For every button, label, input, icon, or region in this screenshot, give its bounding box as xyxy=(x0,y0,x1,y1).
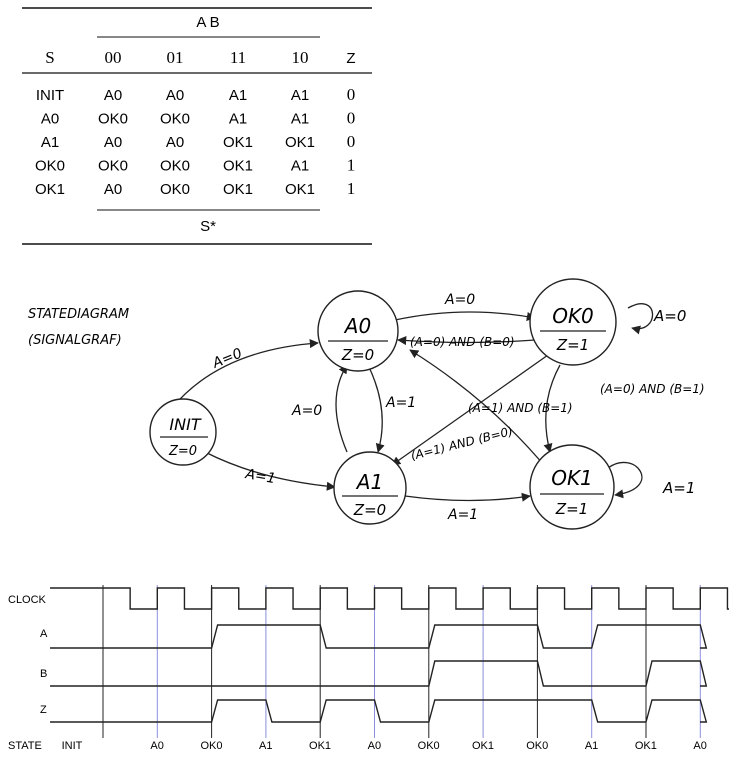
state-diagram xyxy=(28,279,705,529)
state-output: Z=1 xyxy=(555,500,589,518)
state-sequence-label: A1 xyxy=(259,740,273,752)
state-sequence-label: OK0 xyxy=(200,740,223,752)
timing-signal-labels xyxy=(8,594,48,716)
state-name: OK0 xyxy=(552,304,594,328)
a-waveform xyxy=(50,625,706,648)
state-sequence-label: OK0 xyxy=(417,740,440,752)
state-node-ok1 xyxy=(530,445,614,529)
input-column-header: 01 xyxy=(166,48,184,67)
timing-state-sequence xyxy=(8,740,707,752)
table-row xyxy=(41,109,355,128)
edge-a1-ok1 xyxy=(405,496,530,501)
table-row xyxy=(35,156,355,175)
next-state-cell: A1 xyxy=(228,110,248,128)
edge-label: A=0 xyxy=(210,345,245,372)
next-state-cell: A0 xyxy=(165,134,185,151)
edge-label: A=0 xyxy=(445,292,476,308)
edge-label: A=1 xyxy=(663,479,696,497)
state-cell: A1 xyxy=(40,134,60,151)
state-node-init xyxy=(150,399,216,465)
signal-label: A xyxy=(40,628,48,640)
output-cell: 0 xyxy=(346,108,356,128)
state-node-a0 xyxy=(318,291,398,371)
state-sequence-label: OK1 xyxy=(634,740,657,752)
next-state-cell: OK0 xyxy=(159,110,191,128)
output-cell: 0 xyxy=(346,85,356,104)
state-output: Z=0 xyxy=(341,346,375,364)
edge-label: (A=1) AND (B=0) xyxy=(409,424,515,463)
state-name: OK1 xyxy=(551,466,593,490)
table-row xyxy=(35,179,355,198)
edge-ok0-self xyxy=(628,304,653,329)
next-state-cell: A0 xyxy=(165,87,185,104)
state-output: Z=0 xyxy=(168,444,198,459)
edge-a1-a0 xyxy=(336,365,347,452)
state-sequence-label: INIT xyxy=(61,740,83,752)
edge-label: (A=1) AND (B=1) xyxy=(468,401,573,415)
state-cell: INIT xyxy=(35,87,65,104)
edge-label: A=0 xyxy=(654,307,687,325)
table-body xyxy=(35,85,355,198)
signal-label: Z xyxy=(40,704,47,716)
edge-label: A=1 xyxy=(386,395,417,411)
state-sequence-label: OK0 xyxy=(526,740,549,752)
state-sequence-label: A1 xyxy=(584,740,599,752)
state-row-label: STATE xyxy=(8,740,42,752)
edge-label: (A=0) AND (B=0) xyxy=(410,335,515,349)
output-column-header: Z xyxy=(346,50,356,67)
output-cell: 1 xyxy=(346,179,356,198)
state-cell: OK0 xyxy=(34,157,66,175)
edge-label: A=0 xyxy=(292,403,323,419)
next-state-cell: A1 xyxy=(290,87,310,104)
timing-diagram xyxy=(8,585,729,752)
state-output: Z=0 xyxy=(353,501,387,519)
edge-init-a0 xyxy=(172,343,318,408)
next-state-cell: A1 xyxy=(290,157,310,175)
state-output: Z=1 xyxy=(556,336,590,354)
next-state-cell: OK1 xyxy=(222,181,254,198)
next-state-cell: OK1 xyxy=(284,134,316,151)
next-state-cell: A0 xyxy=(103,87,123,104)
edge-label: A=1 xyxy=(448,507,479,523)
state-cell: A0 xyxy=(40,110,60,128)
edge-a0-ok0 xyxy=(395,312,535,320)
next-state-cell: OK1 xyxy=(222,134,254,151)
b-waveform xyxy=(50,661,706,686)
timing-waveforms xyxy=(50,588,729,722)
diagram-title: STATEDIAGRAM xyxy=(28,307,130,322)
edge-a0-a1 xyxy=(368,365,382,452)
state-table xyxy=(22,8,372,244)
next-state-cell: OK0 xyxy=(97,157,129,175)
state-sequence-label: A0 xyxy=(150,740,164,752)
table-row xyxy=(41,132,355,151)
diagram-subtitle: (SIGNALGRAF) xyxy=(28,333,122,348)
state-node-a1 xyxy=(334,452,406,524)
state-name: INIT xyxy=(169,415,201,434)
input-column-header: 11 xyxy=(229,48,247,67)
next-state-cell: OK0 xyxy=(97,110,129,128)
inputs-group-header: A B xyxy=(196,14,220,31)
state-sequence-label: OK1 xyxy=(471,740,494,752)
edge-label: A=1 xyxy=(244,466,277,488)
next-state-cell: OK1 xyxy=(284,181,316,198)
input-column-header: 00 xyxy=(104,48,122,67)
input-column-header: 10 xyxy=(291,48,309,67)
next-state-cell: A1 xyxy=(290,110,310,128)
state-sequence-label: OK1 xyxy=(309,740,332,752)
signal-label: CLOCK xyxy=(8,594,46,606)
next-state-label: S* xyxy=(200,218,216,235)
state-name: A1 xyxy=(356,470,384,494)
next-state-cell: A0 xyxy=(103,134,123,151)
state-cell: OK1 xyxy=(34,181,66,198)
output-cell: 0 xyxy=(346,132,356,151)
state-column-header: S xyxy=(45,48,55,67)
next-state-cell: A0 xyxy=(103,181,123,198)
state-sequence-label: A0 xyxy=(367,740,382,752)
table-row xyxy=(36,85,355,104)
clock-waveform xyxy=(50,588,729,609)
state-sequence-label: A0 xyxy=(693,740,707,752)
next-state-cell: OK0 xyxy=(159,157,191,175)
edge-label: (A=0) AND (B=1) xyxy=(600,382,705,396)
state-node-ok0 xyxy=(530,279,616,365)
signal-label: B xyxy=(40,668,48,680)
z-waveform xyxy=(50,700,706,722)
next-state-cell: OK1 xyxy=(222,157,254,175)
output-cell: 1 xyxy=(346,155,356,175)
next-state-cell: A1 xyxy=(228,87,248,104)
next-state-cell: OK0 xyxy=(159,181,191,198)
state-name: A0 xyxy=(344,314,372,338)
